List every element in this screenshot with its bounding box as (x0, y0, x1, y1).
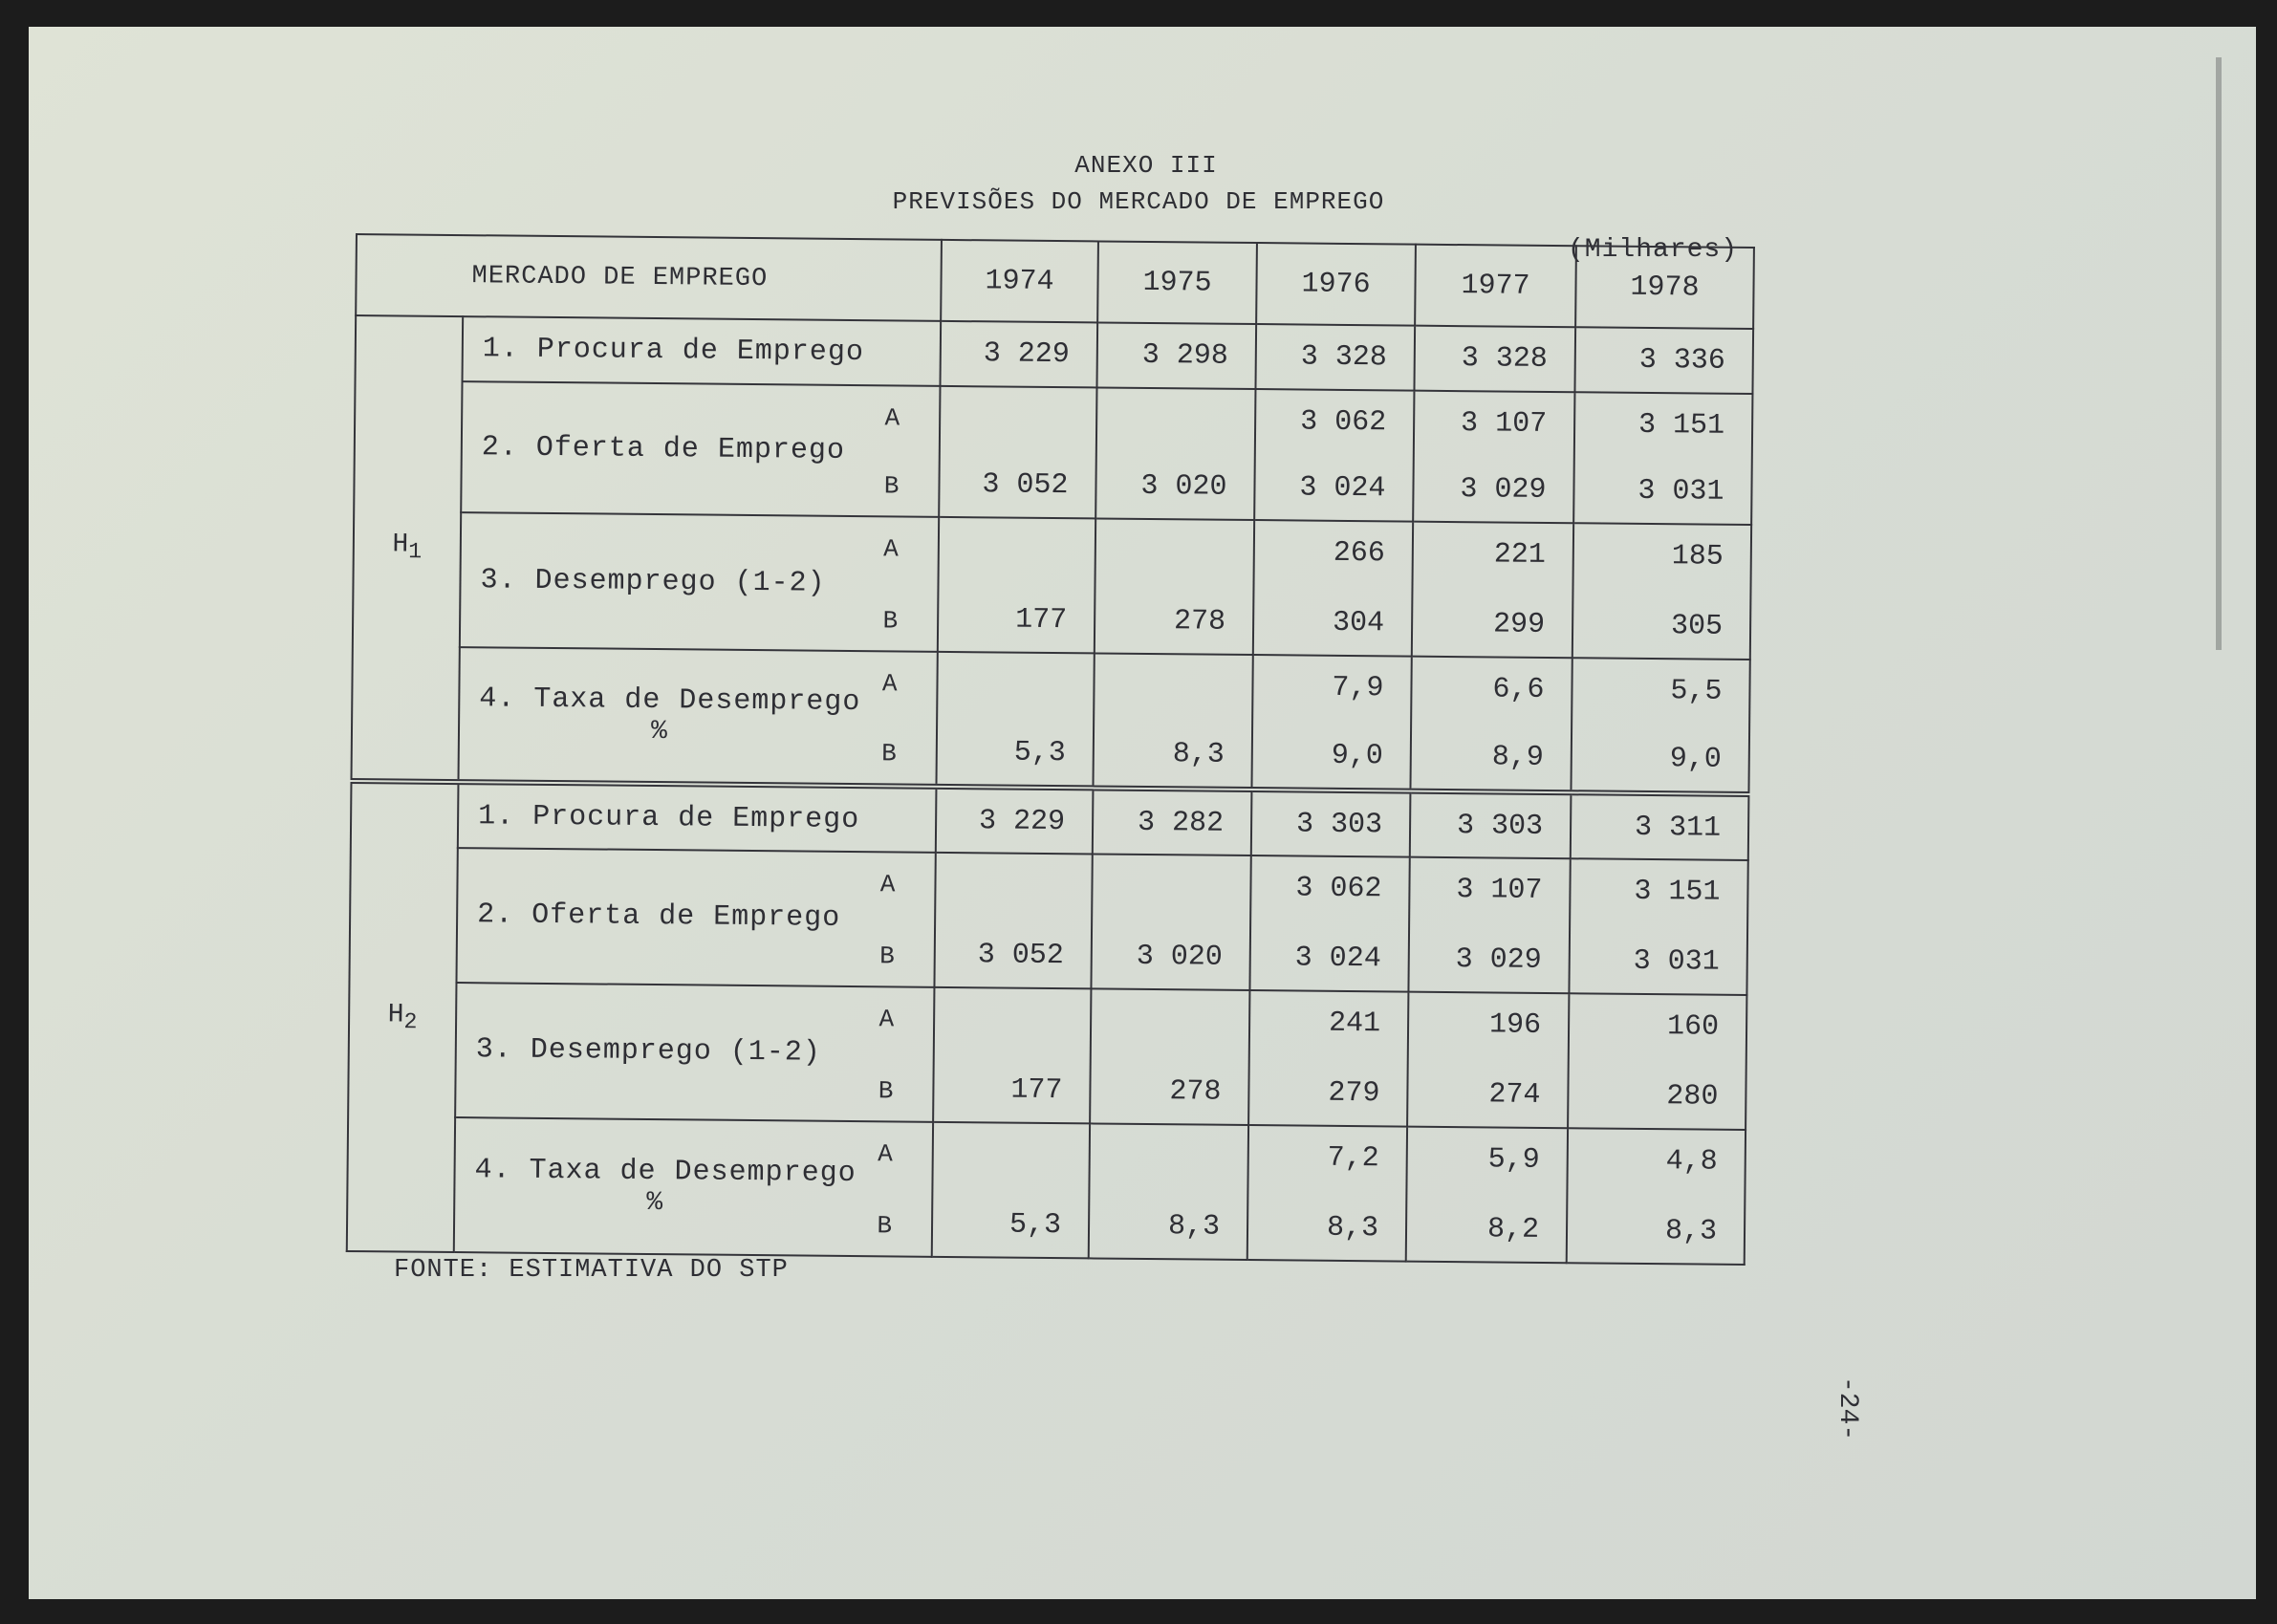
table-cell: 5,3 (936, 652, 1094, 789)
table-cell: 3 062 3 024 (1254, 390, 1414, 522)
variant-a-label: A (879, 870, 897, 899)
table-cell: 3 328 (1255, 324, 1415, 391)
variant-b-label: B (877, 1211, 894, 1241)
table-cell: 7,2 8,3 (1247, 1125, 1407, 1262)
table-cell: 7,9 9,0 (1251, 655, 1411, 791)
table-cell: 3 020 (1095, 388, 1255, 520)
row-label: 1. Procura de Emprego (463, 316, 942, 386)
table-cell: 3 062 3 024 (1249, 855, 1409, 992)
table-cell: 3 229 (940, 321, 1097, 388)
table-cell: 3 298 (1096, 322, 1256, 389)
row-label: 1. Procura de Emprego (458, 782, 937, 852)
table-header-row (356, 234, 1754, 329)
row-label: 2. Oferta de Emprego A B (456, 848, 935, 987)
variant-a-label: A (881, 669, 899, 699)
table-cell: 4,8 8,3 (1567, 1128, 1746, 1265)
page-number: -24- (1832, 1376, 1862, 1441)
variant-b-label: B (878, 1076, 895, 1106)
table-cell: 8,3 (1089, 1123, 1248, 1260)
year-header: 1975 (1097, 241, 1257, 324)
variant-a-label: A (878, 1005, 896, 1034)
year-header: 1977 (1415, 245, 1576, 328)
row-label: 3. Desemprego (1-2) A B (460, 512, 939, 652)
table-row (353, 511, 1751, 660)
table-cell: 266 304 (1253, 520, 1413, 657)
year-header: 1974 (941, 240, 1098, 323)
table-cell: 278 (1090, 988, 1249, 1125)
row-label: 3. Desemprego (1-2) A B (455, 983, 934, 1122)
year-header: 1976 (1256, 243, 1416, 326)
table-cell: 3 107 3 029 (1413, 391, 1574, 523)
variant-b-label: B (881, 739, 898, 769)
table-cell: 196 274 (1407, 991, 1569, 1128)
variant-b-label: B (882, 606, 900, 636)
annex-heading: ANEXO III (1074, 151, 1218, 180)
table-cell: 3 107 3 029 (1408, 856, 1570, 993)
table-row (348, 982, 1746, 1130)
percent-unit: % (646, 1187, 664, 1219)
year-header: 1978 (1575, 246, 1754, 329)
source-note: FONTE: ESTIMATIVA DO STP (394, 1256, 789, 1285)
table-row (354, 380, 1752, 525)
table-cell: 278 (1095, 519, 1254, 656)
table-row (347, 1116, 1746, 1265)
table-cell: 3 282 (1093, 789, 1252, 855)
table-cell: 3 328 (1414, 326, 1575, 393)
table-row (349, 847, 1747, 995)
variant-a-label: A (884, 403, 901, 433)
table-cell: 160 280 (1568, 993, 1746, 1130)
paper-edge-shadow (2216, 57, 2222, 650)
percent-unit: % (650, 717, 668, 747)
table-cell: 5,9 8,2 (1406, 1127, 1568, 1264)
hypothesis-label: $H_2$ (347, 781, 459, 1252)
table-cell: 5,3 (932, 1122, 1090, 1259)
table-cell: 3 336 (1574, 327, 1753, 394)
row-label: 4. Taxa de Desemprego % A B (458, 647, 937, 787)
table-cell: 177 (938, 517, 1095, 654)
table-cell: 3 151 3 031 (1569, 858, 1747, 995)
table-cell: 221 299 (1412, 522, 1573, 659)
page-title: PREVISÕES DO MERCADO DE EMPREGO (892, 187, 1385, 216)
table-cell: 3 052 (939, 386, 1096, 518)
table-cell: 185 305 (1572, 524, 1751, 660)
table-cell: 3 303 (1251, 790, 1411, 856)
row-label: 2. Oferta de Emprego A B (461, 382, 940, 518)
table-cell: 241 279 (1248, 990, 1408, 1127)
variant-b-label: B (879, 942, 896, 971)
table-cell: 3 151 3 031 (1573, 393, 1752, 526)
table-row (351, 646, 1749, 794)
table-cell: 177 (933, 987, 1091, 1124)
table-cell: 3 020 (1091, 854, 1250, 990)
variant-b-label: B (883, 471, 900, 501)
table-cell: 6,6 8,9 (1410, 657, 1572, 793)
variant-a-label: A (878, 1139, 894, 1169)
variant-a-label: A (883, 534, 900, 564)
table-cell: 3 052 (934, 853, 1092, 989)
header-label: MERCADO DE EMPREGO (356, 234, 942, 321)
table-cell: 3 311 (1571, 793, 1749, 860)
hypothesis-label: $H_1$ (351, 315, 463, 782)
table-cell: 3 229 (936, 787, 1094, 854)
row-label: 4. Taxa de Desemprego % A B (454, 1117, 933, 1257)
employment-forecast-table (346, 233, 1755, 1266)
table-cell: 8,3 (1093, 654, 1252, 790)
units-label: (Milhares) (1568, 235, 1739, 265)
table-cell: 3 303 (1410, 791, 1572, 858)
table-cell: 5,5 9,0 (1571, 659, 1749, 795)
